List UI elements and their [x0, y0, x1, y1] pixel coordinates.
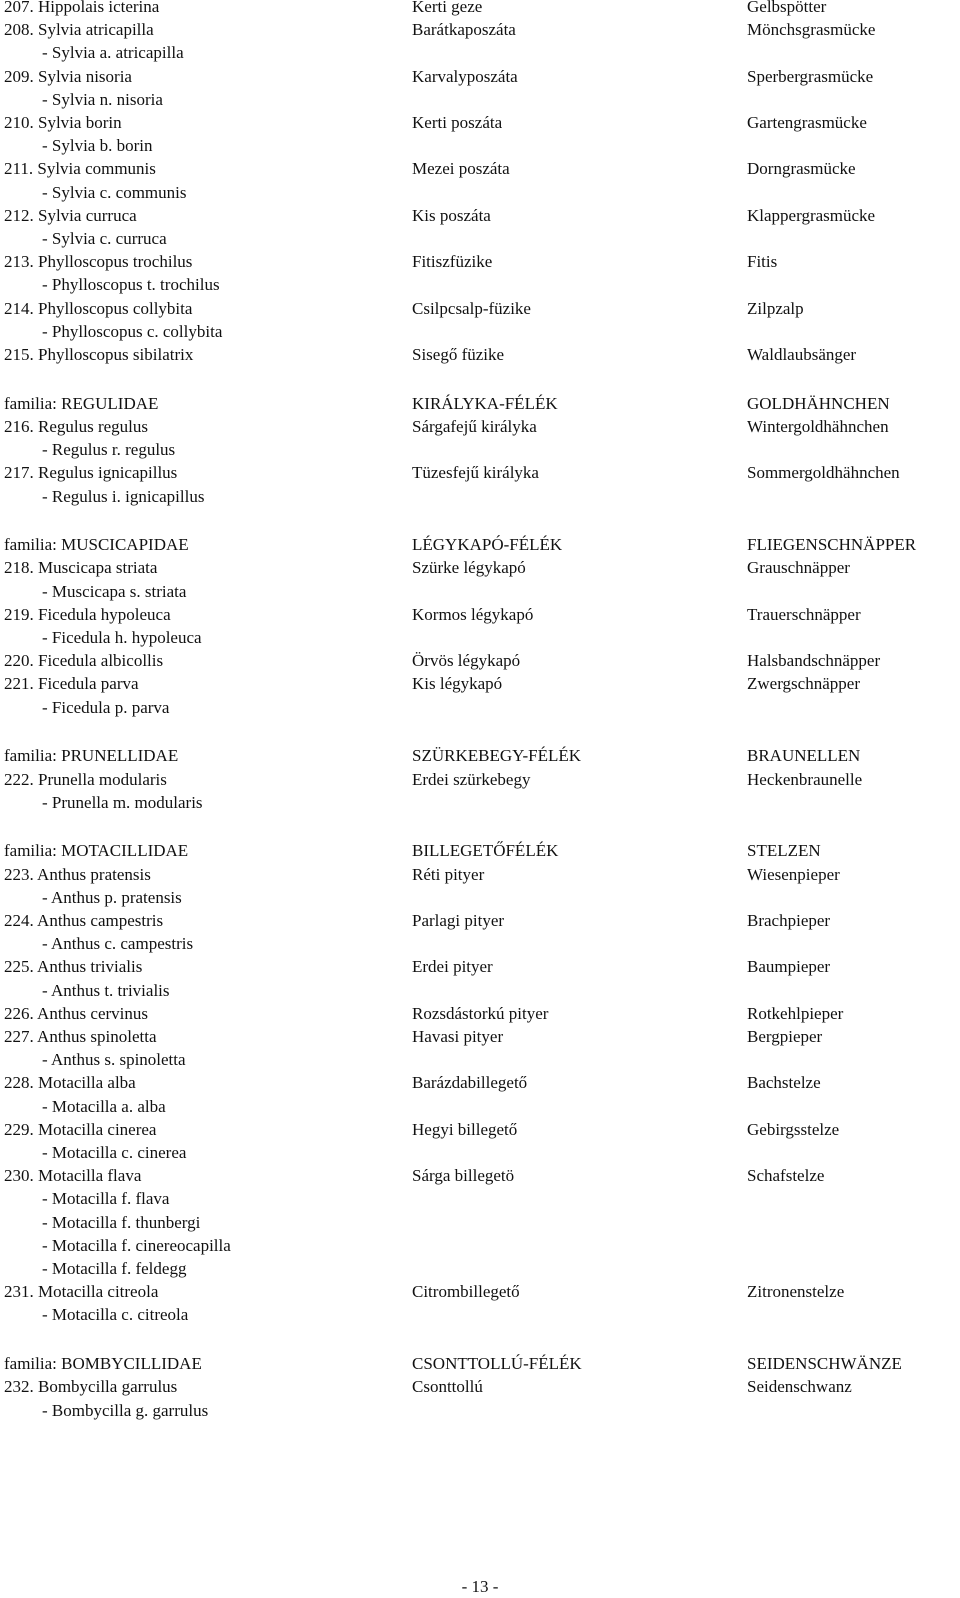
species-row — [0, 439, 960, 461]
species-row — [0, 910, 960, 932]
species-latin-name: 223. Anthus pratensis — [4, 864, 151, 884]
species-latin-name: - Motacilla f. flava — [42, 1189, 170, 1209]
species-latin-name: - Ficedula h. hypoleuca — [42, 628, 202, 647]
species-latin-name: 212. Sylvia curruca — [4, 205, 137, 225]
species-latin-name: - Anthus p. pratensis — [42, 887, 182, 907]
species-row — [0, 557, 960, 579]
species-row — [0, 604, 960, 626]
species-latin-name: - Anthus t. trivialis — [42, 980, 170, 1000]
species-latin-name: - Ficedula p. parva — [42, 697, 170, 717]
species-row — [0, 486, 960, 508]
species-german-name: Sommergoldhähnchen — [747, 463, 900, 483]
species-hungarian-name: Rozsdástorkú pityer — [412, 1003, 549, 1023]
species-row — [0, 1258, 960, 1280]
species-latin-name: 210. Sylvia borin — [4, 113, 122, 132]
species-row — [0, 769, 960, 791]
species-latin-name: - Motacilla a. alba — [42, 1096, 166, 1116]
species-row — [0, 416, 960, 438]
species-latin-name: 216. Regulus regulus — [4, 416, 149, 436]
species-german-name: Fitis — [747, 252, 778, 272]
species-row — [0, 1003, 960, 1025]
species-german-name: Dorngrasmücke — [747, 159, 856, 179]
species-german-name: Trauerschnäpper — [747, 604, 861, 624]
family-heading-row — [0, 745, 960, 767]
family-german-name: STELZEN — [747, 841, 821, 861]
species-row — [0, 182, 960, 204]
species-german-name: Bachstelze — [747, 1073, 821, 1093]
species-latin-name: - Motacilla f. cinereocapilla — [42, 1235, 231, 1255]
species-hungarian-name: Örvös légykapó — [412, 651, 521, 671]
species-row — [0, 1119, 960, 1141]
species-row — [0, 697, 960, 719]
species-latin-name: - Prunella m. modularis — [42, 792, 203, 812]
species-latin-name: 217. Regulus ignicapillus — [4, 463, 178, 483]
species-german-name: Brachpieper — [747, 911, 831, 930]
family-german-name: BRAUNELLEN — [747, 746, 861, 766]
species-german-name: Gartengrasmücke — [747, 113, 867, 132]
species-german-name: Halsbandschnäpper — [747, 651, 881, 671]
species-hungarian-name: Citrombillegető — [412, 1282, 520, 1302]
family-hungarian-name: CSONTTOLLÚ-FÉLÉK — [412, 1354, 582, 1374]
family-hungarian-name: KIRÁLYKA-FÉLÉK — [412, 393, 558, 413]
species-latin-name: 211. Sylvia communis — [4, 159, 156, 179]
family-heading-row — [0, 840, 960, 862]
family-latin-name: familia: BOMBYCILLIDAE — [4, 1354, 202, 1374]
species-row — [0, 673, 960, 695]
species-german-name: Rotkehlpieper — [747, 1003, 844, 1023]
species-hungarian-name: Barázdabillegető — [412, 1073, 528, 1093]
species-row — [0, 321, 960, 343]
species-row — [0, 274, 960, 296]
species-row — [0, 1188, 960, 1210]
species-latin-name: 208. Sylvia atricapilla — [4, 20, 154, 40]
species-latin-name: - Motacilla f. feldegg — [42, 1259, 187, 1278]
species-latin-name: 221. Ficedula parva — [4, 674, 139, 694]
species-row — [0, 864, 960, 886]
family-latin-name: familia: REGULIDAE — [4, 393, 159, 413]
species-german-name: Zwergschnäpper — [747, 674, 860, 694]
family-heading-row — [0, 393, 960, 415]
species-latin-name: - Phylloscopus c. collybita — [42, 321, 223, 341]
species-latin-name: 232. Bombycilla garrulus — [4, 1377, 178, 1397]
species-latin-name: - Muscicapa s. striata — [42, 581, 187, 601]
species-hungarian-name: Erdei pityer — [412, 957, 493, 977]
species-latin-name: - Motacilla f. thunbergi — [42, 1212, 201, 1232]
species-hungarian-name: Erdei szürkebegy — [412, 769, 531, 789]
species-row — [0, 956, 960, 978]
species-latin-name: - Regulus r. regulus — [42, 440, 176, 460]
species-row — [0, 0, 960, 18]
species-latin-name: 213. Phylloscopus trochilus — [4, 252, 193, 272]
species-row — [0, 1096, 960, 1118]
species-hungarian-name: Csilpcsalp-füzike — [412, 298, 531, 318]
species-german-name: Gelbspötter — [747, 0, 827, 16]
species-hungarian-name: Sárga billegetö — [412, 1166, 515, 1186]
species-latin-name: - Sylvia c. communis — [42, 182, 187, 202]
species-latin-name: - Sylvia b. borin — [42, 136, 153, 156]
species-latin-name: 224. Anthus campestris — [4, 911, 164, 930]
species-latin-name: 220. Ficedula albicollis — [4, 651, 164, 671]
species-row — [0, 1376, 960, 1398]
species-german-name: Schafstelze — [747, 1166, 825, 1186]
species-row — [0, 251, 960, 273]
species-hungarian-name: Havasi pityer — [412, 1027, 504, 1046]
family-heading-row — [0, 534, 960, 556]
species-hungarian-name: Fitiszfüzike — [412, 252, 493, 272]
species-latin-name: 226. Anthus cervinus — [4, 1003, 149, 1023]
species-row — [0, 112, 960, 134]
species-latin-name: 225. Anthus trivialis — [4, 957, 143, 977]
species-latin-name: 229. Motacilla cinerea — [4, 1119, 157, 1139]
page-number: - 13 - — [461, 1577, 499, 1596]
species-german-name: Baumpieper — [747, 957, 831, 977]
species-german-name: Wintergoldhähnchen — [747, 416, 889, 436]
family-heading-row — [0, 1353, 960, 1375]
species-row — [0, 980, 960, 1002]
species-latin-name: - Bombycilla g. garrulus — [42, 1400, 209, 1420]
species-latin-name: 215. Phylloscopus sibilatrix — [4, 345, 194, 364]
species-latin-name: 228. Motacilla alba — [4, 1073, 136, 1093]
species-row — [0, 344, 960, 366]
species-row — [0, 462, 960, 484]
species-german-name: Mönchsgrasmücke — [747, 20, 876, 40]
species-hungarian-name: Kis poszáta — [412, 205, 491, 225]
species-hungarian-name: Csonttollú — [412, 1377, 483, 1397]
species-german-name: Bergpieper — [747, 1027, 823, 1046]
species-row — [0, 158, 960, 180]
species-row — [0, 1142, 960, 1164]
species-latin-name: 218. Muscicapa striata — [4, 558, 158, 578]
species-german-name: Seidenschwanz — [747, 1377, 852, 1397]
species-row — [0, 298, 960, 320]
species-latin-name: - Anthus s. spinoletta — [42, 1050, 186, 1070]
species-hungarian-name: Mezei poszáta — [412, 159, 510, 179]
species-hungarian-name: Kis légykapó — [412, 674, 503, 694]
species-latin-name: - Motacilla c. citreola — [42, 1305, 189, 1325]
species-row — [0, 42, 960, 64]
species-latin-name: 222. Prunella modularis — [4, 769, 167, 789]
species-latin-name: - Regulus i. ignicapillus — [42, 486, 205, 506]
species-latin-name: 214. Phylloscopus collybita — [4, 298, 193, 318]
species-row — [0, 1304, 960, 1326]
species-german-name: Heckenbraunelle — [747, 769, 863, 789]
species-row — [0, 1235, 960, 1257]
species-hungarian-name: Parlagi pityer — [412, 911, 505, 930]
species-row — [0, 792, 960, 814]
species-row — [0, 933, 960, 955]
species-latin-name: 230. Motacilla flava — [4, 1166, 142, 1186]
species-latin-name: - Sylvia c. curruca — [42, 229, 167, 248]
family-latin-name: familia: MOTACILLIDAE — [4, 841, 189, 861]
species-row — [0, 1212, 960, 1234]
species-row — [0, 135, 960, 157]
species-hungarian-name: Hegyi billegető — [412, 1119, 518, 1139]
family-hungarian-name: SZÜRKEBEGY-FÉLÉK — [412, 746, 582, 766]
species-row — [0, 19, 960, 41]
species-hungarian-name: Sisegő füzike — [412, 345, 505, 364]
family-german-name: SEIDENSCHWÄNZE — [747, 1354, 902, 1374]
species-row — [0, 1281, 960, 1303]
species-hungarian-name: Barátkaposzáta — [412, 20, 516, 40]
species-hungarian-name: Kormos légykapó — [412, 604, 534, 624]
species-german-name: Klappergrasmücke — [747, 205, 876, 225]
species-latin-name: - Anthus c. campestris — [42, 934, 194, 954]
species-row — [0, 887, 960, 909]
species-hungarian-name: Réti pityer — [412, 864, 485, 884]
species-hungarian-name: Karvalyposzáta — [412, 66, 518, 86]
species-latin-name: 209. Sylvia nisoria — [4, 66, 132, 86]
species-hungarian-name: Tüzesfejű királyka — [412, 463, 539, 483]
species-german-name: Sperbergrasmücke — [747, 66, 874, 86]
species-hungarian-name: Kerti poszáta — [412, 113, 503, 132]
species-german-name: Zilpzalp — [747, 298, 804, 318]
family-hungarian-name: BILLEGETŐFÉLÉK — [412, 841, 559, 861]
family-german-name: GOLDHÄHNCHEN — [747, 393, 890, 413]
species-hungarian-name: Kerti geze — [412, 0, 483, 16]
species-row — [0, 205, 960, 227]
species-latin-name: - Sylvia a. atricapilla — [42, 43, 184, 63]
species-row — [0, 89, 960, 111]
species-hungarian-name: Szürke légykapó — [412, 558, 526, 578]
family-hungarian-name: LÉGYKAPÓ-FÉLÉK — [412, 535, 563, 555]
species-row — [0, 228, 960, 250]
species-row — [0, 650, 960, 672]
species-latin-name: - Motacilla c. cinerea — [42, 1143, 187, 1162]
species-latin-name: 207. Hippolais icterina — [4, 0, 160, 16]
species-german-name: Gebirgsstelze — [747, 1119, 840, 1139]
species-row — [0, 1026, 960, 1048]
species-german-name: Zitronenstelze — [747, 1282, 845, 1302]
family-german-name: FLIEGENSCHNÄPPER — [747, 535, 917, 555]
species-row — [0, 1400, 960, 1422]
species-row — [0, 1072, 960, 1094]
species-row — [0, 66, 960, 88]
species-row — [0, 1049, 960, 1071]
species-latin-name: 231. Motacilla citreola — [4, 1282, 159, 1302]
species-row — [0, 581, 960, 603]
species-german-name: Wiesenpieper — [747, 864, 840, 884]
species-latin-name: - Phylloscopus t. trochilus — [42, 275, 220, 295]
species-row — [0, 1165, 960, 1187]
species-latin-name: - Sylvia n. nisoria — [42, 89, 163, 109]
family-latin-name: familia: PRUNELLIDAE — [4, 746, 179, 766]
species-latin-name: 219. Ficedula hypoleuca — [4, 604, 171, 624]
species-german-name: Waldlaubsänger — [747, 345, 857, 364]
species-latin-name: 227. Anthus spinoletta — [4, 1027, 157, 1046]
family-latin-name: familia: MUSCICAPIDAE — [4, 535, 189, 555]
species-hungarian-name: Sárgafejű királyka — [412, 416, 537, 436]
species-row — [0, 627, 960, 649]
species-german-name: Grauschnäpper — [747, 558, 850, 578]
